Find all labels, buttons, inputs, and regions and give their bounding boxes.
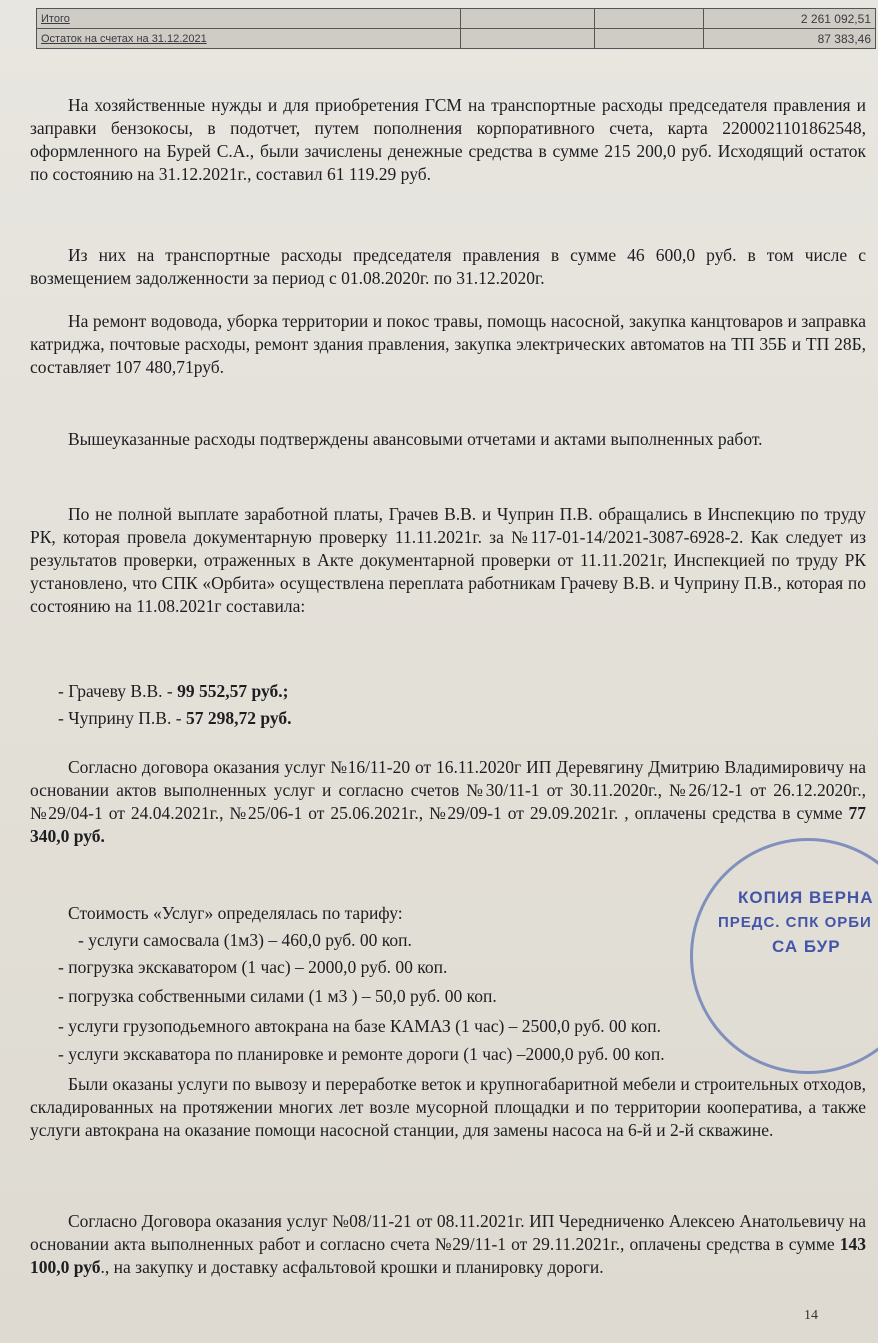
overpayment-item: - Грачеву В.В. - 99 552,57 руб.; xyxy=(58,681,289,701)
paragraph-fuel-expenses: На хозяйственные нужды и для приобретения ГСМ на транспортные расходы председателя правления и заправки бензокосы, в подотчет, путем пополнения корпоративного счета, карта 2200021101862548, оформленного на Бурей С.А., были зачислены денежные средства в сумме 215 200,0 руб. Исходящий остаток по состоянию на 31.12.2021г., составил 61 119.29 руб. xyxy=(30,95,866,184)
row-amount: 87 383,46 xyxy=(704,29,876,49)
paragraph-transport-expenses: Из них на транспортные расходы председателя правления в сумме 46 600,0 руб. в том числе с возмещением задолженности за период с 01.08.2020г. по 31.12.2020г. xyxy=(30,245,866,288)
payment-amount: 77 340,0 руб. xyxy=(30,803,866,846)
tariff-item: - услуги самосвала (1м3) – 460,0 руб. 00 коп. xyxy=(78,930,412,950)
overpayment-amount: 57 298,72 руб. xyxy=(185,708,292,728)
overpayment-item: - Чуприну П.В. - 57 298,72 руб. xyxy=(58,708,292,728)
tariff-item: - услуги экскаватора по планировке и ремонте дороги (1 час) –2000,0 руб. 00 коп. xyxy=(58,1044,665,1064)
paragraph-confirmation: Вышеуказанные расходы подтверждены авансовыми отчетами и актами выполненных работ. xyxy=(68,429,763,449)
paragraph-contract-cherednichenko: Согласно Договора оказания услуг №08/11-21 от 08.11.2021г. ИП Чередниченко Алексею Анатольевичу на основании акта выполненных работ и согласно счета №29/11-1 от 29.11.2021г., оплачены средства в сумме 143 100,0 руб., на закупку и доставку асфальтовой крошки и планировку дороги. xyxy=(30,1211,866,1277)
stamp-line: СА БУР xyxy=(772,937,841,956)
row-label: Остаток на счетах на 31.12.2021 xyxy=(37,29,461,49)
stamp-line: ПРЕДС. СПК ОРБИ xyxy=(718,914,872,931)
tariff-intro: Стоимость «Услуг» определялась по тарифу: xyxy=(68,903,403,923)
table-row xyxy=(37,29,876,49)
stamp-line: КОПИЯ ВЕРНА xyxy=(738,888,874,907)
balance-table xyxy=(36,8,876,49)
table-row xyxy=(37,9,876,29)
row-amount: 2 261 092,51 xyxy=(704,9,876,29)
overpayment-amount: 99 552,57 руб.; xyxy=(177,681,289,701)
row-label: Итого xyxy=(37,9,461,29)
paragraph-labor-inspection: По не полной выплате заработной платы, Грачев В.В. и Чуприн П.В. обращались в Инспекцию по труду РК, которая провела документарную проверку 11.11.2021г. за №117-01-14/2021-3087-6928-2. Как следует из результатов проверки, отраженных в Акте документарной проверки от 11.11.2021г, Инспекцией по труду РК установлено, что СПК «Орбита» осуществлена переплата работникам Грачеву В.В. и Чуприну П.В., которая по состоянию на 11.08.2021г составила: xyxy=(30,504,866,616)
tariff-item: - погрузка экскаватором (1 час) – 2000,0 руб. 00 коп. xyxy=(58,957,448,977)
paragraph-contract-deryagin: Согласно договора оказания услуг №16/11-20 от 16.11.2020г ИП Деревягину Дмитрию Владимировичу на основании актов выполненных услуг и согласно счетов №30/11-1 от 30.11.2020г., №26/12-1 от 26.12.2020г., №29/04-1 от 24.04.2021г., №25/06-1 от 25.06.2021г., №29/09-1 от 29.09.2021г. , оплачены средства в сумме 77 340,0 руб. xyxy=(30,757,866,846)
payment-amount: 143 100,0 руб xyxy=(30,1234,866,1277)
tariff-item: - услуги грузоподьемного автокрана на базе КАМАЗ (1 час) – 2500,0 руб. 00 коп. xyxy=(58,1016,661,1036)
page-number: 14 xyxy=(804,1308,818,1323)
paragraph-services-provided: Были оказаны услуги по вывозу и переработке веток и крупногабаритной мебели и строительных отходов, складированных на протяжении многих лет возле мусорной площадки и по территории кооператива, а также услуги автокрана на оказание помощи насосной станции, для замены насоса на 6-й и 2-й скважине. xyxy=(30,1074,866,1140)
tariff-item: - погрузка собственными силами (1 м3 ) – 50,0 руб. 00 коп. xyxy=(58,986,497,1006)
paragraph-repair-expenses: На ремонт водовода, уборка территории и покос травы, помощь насосной, закупка канцтоваров и заправка катриджа, почтовые расходы, ремонт здания правления, закупка электрических автоматов на ТП 35Б и ТП 28Б, составляет 107 480,71руб. xyxy=(30,311,866,377)
